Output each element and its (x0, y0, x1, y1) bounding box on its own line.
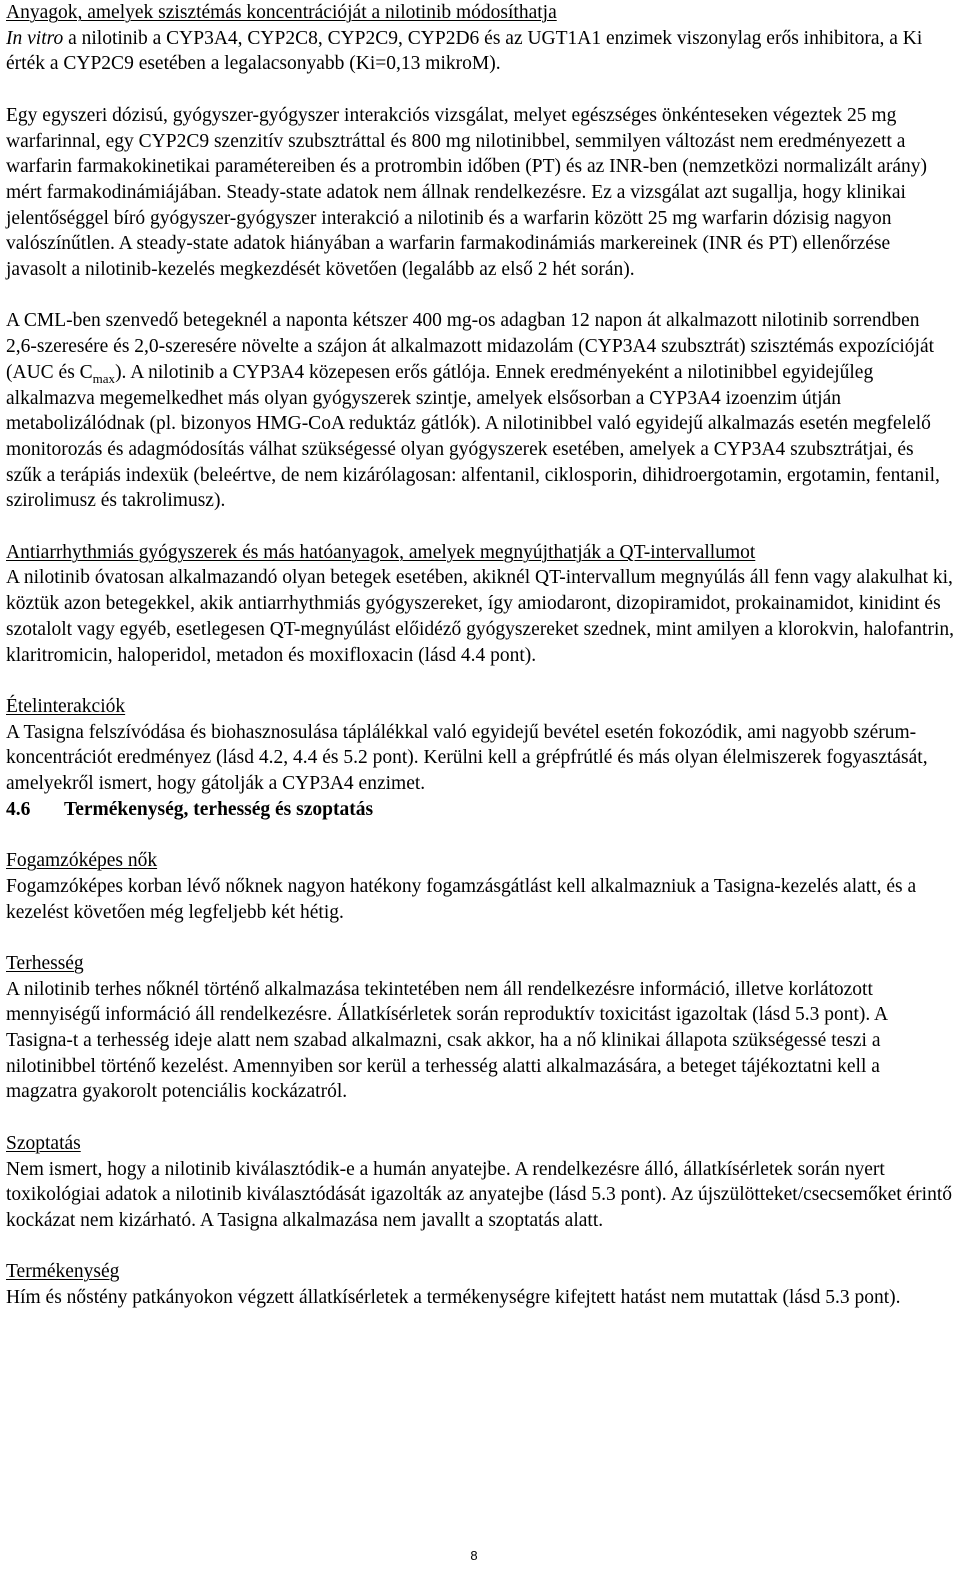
paragraph-midazolam (6, 308, 954, 514)
document-page (6, 0, 954, 1311)
page-number: 8 (470, 1548, 478, 1563)
paragraph-fertility: Hím és nőstény patkányokon végzett állatkísérletek a termékenységre kifejtett hatást nem mutattak (lásd 5.3 pont). (6, 1287, 901, 1309)
subheading-breastfeeding: Szoptatás (6, 1132, 81, 1154)
paragraph-fertile-women: Fogamzóképes korban lévő nőknek nagyon hatékony fogamzásgátlást kell alkalmazniuk a Tasigna-kezelés alatt, és a kezelést követően még legfeljebb két hétig. (6, 875, 917, 923)
section-title: Termékenység, terhesség és szoptatás (64, 798, 374, 820)
subheading-antiarrhythmic: Antiarrhythmiás gyógyszerek és más hatóanyagok, amelyek megnyújthatják a QT-intervallumot (6, 541, 756, 563)
paragraph-pregnancy: A nilotinib terhes nőknél történő alkalmazása tekintetében nem áll rendelkezésre információ, illetve korlátozott mennyiségű információ áll rendelkezésre. Állatkísérletek során reproduktív toxicitást igazoltak (lásd 5.3 pont). A Tasigna-t a terhesség ideje alatt nem szabad alkalmazni, csak akkor, ha a nő klinikai állapota szükségessé teszi a nilotinibbel történő kezelést. Amennyiben sor kerül a terhesség alatti alkalmazására, a beteget tájékoztatni kell a magzatra gyakorolt potenciális kockázatról. (6, 978, 888, 1103)
subheading-fertile-women: Fogamzóképes nők (6, 850, 158, 872)
italic-in-vitro: In vitro (6, 27, 64, 49)
paragraph-breastfeeding: Nem ismert, hogy a nilotinib kiválasztódik-e a humán anyatejbe. A rendelkezésre álló, állatkísérletek során nyert toxikológiai adatok a nilotinib kiválasztódását igazolták az anyatejbe (lásd 5.3 pont). Az újszülötteket/csecsemőket érintő kockázat nem kizárható. A Tasigna alkalmazása nem javallt a szoptatás alatt. (6, 1158, 953, 1231)
paragraph-antiarrhythmic: A nilotinib óvatosan alkalmazandó olyan betegek esetében, akiknél QT-intervallum megnyúlás áll fenn vagy alakulhat ki, köztük azon betegekkel, akik antiarrhythmiás gyógyszereket, így amiodaront, dizopiramidot, prokainamidot, kinidint és szotalolt vagy egyéb, esetlegesen QT-megnyúlást előidéző gyógyszereket szednek, mint amilyen a klorokvin, halofantrin, klaritromicin, haloperidol, metadon és moxifloxacin (lásd 4.4 pont). (6, 567, 954, 666)
subheading-pregnancy: Terhesség (6, 952, 84, 974)
section-heading-4-6 (6, 797, 954, 823)
subheading-interactions: Anyagok, amelyek szisztémás koncentrációját a nilotinib módosíthatja (6, 2, 557, 23)
subheading-food-interactions: Ételinterakciók (6, 695, 126, 717)
paragraph-food-interactions: A Tasigna felszívódása és biohasznosulása táplálékkal való egyidejű bevétel esetén fokozódik, ami nagyobb szérum-koncentrációt eredményez (lásd 4.2, 4.4 és 5.2 pont). Kerülni kell a grépfrútlé és más olyan élelmiszerek fogyasztását, amelyekről ismert, hogy gátolják a CYP3A4 enzimet. (6, 721, 928, 795)
paragraph-midazolam-text-b: ). A nilotinib a CYP3A4 közepesen erős gátlója. Ennek eredményeként a nilotinibbel egyidejűleg alkalmazva megemelkedhet más olyan gyógyszerek szintje, amelyek elsősorban a CYP3A4 izoenzim útján metabolizálódnak (pl. bizonyos HMG-CoA reduktáz gátlók). A nilotinibbel való egyidejű alkalmazás esetén megfelelő monitorozás és adagmódosítás válhat szükségessé olyan gyógyszerek esetében, amelyek a CYP3A4 szubsztrátjai, és szűk a terápiás indexük (beleértve, de nem kizárólagosan: alfentanil, ciklosporin, dihidroergotamin, ergotamin, fentanil, szirolimusz és takrolimusz). (6, 361, 940, 512)
paragraph-invitro-text: a nilotinib a CYP3A4, CYP2C8, CYP2C9, CYP2D6 és az UGT1A1 enzimek viszonylag erős inhibitora, a Ki érték a CYP2C9 esetében a legalacsonyabb (Ki=0,13 mikroM). (6, 27, 923, 75)
section-number: 4.6 (6, 798, 31, 820)
cmax-subscript: max (92, 370, 116, 386)
paragraph-invitro (6, 26, 954, 77)
paragraph-warfarin: Egy egyszeri dózisú, gyógyszer-gyógyszer interakciós vizsgálat, melyet egészséges önkénteseken végeztek 25 mg warfarinnal, egy CYP2C9 szenzitív szubsztráttal és 800 mg nilotinibbel, semmilyen változást nem eredményezett a warfarin farmakokinetikai paramétereiben és a protrombin időben (PT) és az INR-ben (nemzetközi normalizált arány) mért farmakodinámiájában. Steady-state adatok nem állnak rendelkezésre. Ez a vizsgálat azt sugallja, hogy klinikai jelentőséggel bíró gyógyszer-gyógyszer interakció a nilotinib és a warfarin között 25 mg warfarin dózisig nagyon valószínűtlen. A steady-state adatok hiányában a warfarin farmakodinámiás markereinek (INR és PT) ellenőrzése javasolt a nilotinib-kezelés megkezdését követően (legalább az első 2 hét során). (6, 104, 927, 281)
paragraph-midazolam-text-a: A CML-ben szenvedő betegeknél a naponta kétszer 400 mg-os adagban 12 napon át alkalmazott nilotinib sorrendben 2,6-szeresére és 2,0-szeresére növelte a szájon át alkalmazott midazolám (CYP3A4 szubsztrát) szisztémás expozícióját (AUC és C (6, 310, 935, 383)
subheading-fertility: Termékenység (6, 1261, 120, 1283)
